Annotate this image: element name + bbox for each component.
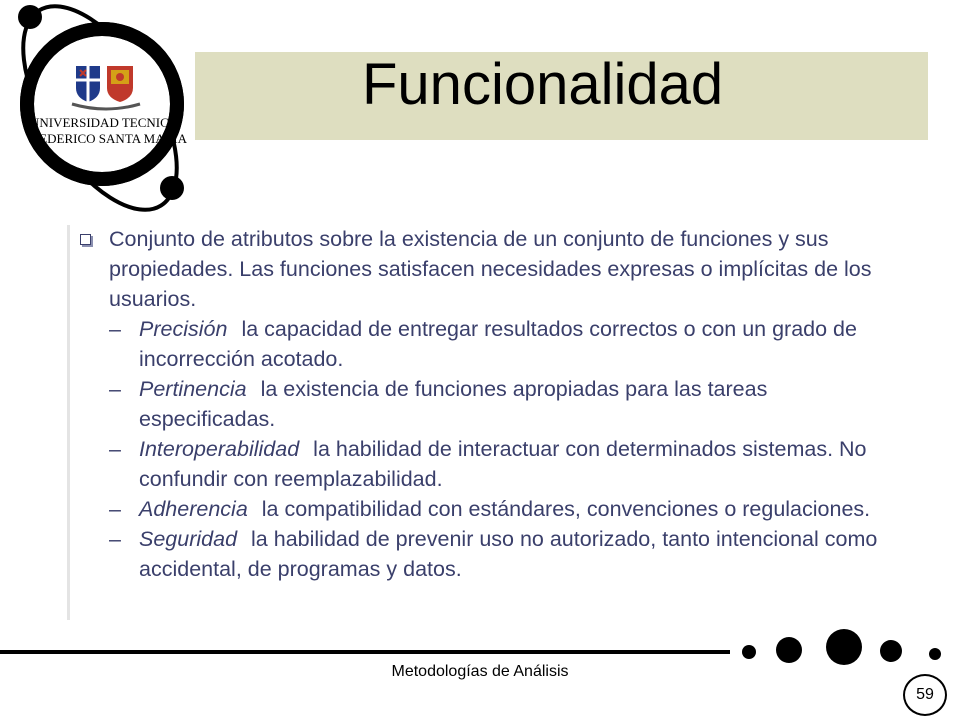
list-item [72, 434, 882, 494]
sub-item-text: la capacidad de entregar resultados correctos o con un grado de incorrección acotado. [139, 317, 857, 371]
main-bullet [72, 224, 882, 314]
dash-bullet-icon: – [109, 437, 121, 461]
sub-item-text: la existencia de funciones apropiadas para las tareas especificadas. [139, 377, 768, 431]
dash-bullet-icon: – [109, 527, 121, 551]
slide-content [72, 224, 882, 584]
logo-text-line2: FEDERICO SANTA MARIA [32, 131, 187, 146]
list-item [72, 374, 882, 434]
logo-text-line1: UNIVERSIDAD TECNICA [30, 115, 179, 130]
sub-item-text: la habilidad de interactuar con determinados sistemas. No confundir con reemplazabilidad. [139, 437, 867, 491]
sub-item-text: la compatibilidad con estándares, convenciones o regulaciones. [261, 497, 871, 521]
content-rule [67, 225, 70, 620]
list-item [72, 314, 882, 374]
shield-icon [76, 66, 100, 102]
footer-text: Metodologías de Análisis [391, 663, 569, 680]
decorative-dot [880, 640, 902, 662]
dash-bullet-icon: – [109, 317, 121, 341]
page-number: 59 [903, 674, 947, 716]
list-item [72, 494, 882, 524]
sub-item-term: Pertinencia [139, 377, 247, 401]
decorative-dot [929, 648, 941, 660]
dash-bullet-icon: – [109, 377, 121, 401]
decorative-dot [776, 637, 802, 663]
dash-bullet-icon: – [109, 497, 121, 521]
main-bullet-text: Conjunto de atributos sobre la existencia de un conjunto de funciones y sus propiedades. Las funciones satisfacen necesidades expresas o implícitas de los usuarios. [109, 227, 872, 311]
decorative-dot [742, 645, 756, 659]
square-bullet-icon [80, 234, 91, 245]
sub-item-term: Precisión [139, 317, 228, 341]
sub-item-term: Adherencia [139, 497, 248, 521]
list-item [72, 524, 882, 584]
shield-icon [107, 66, 133, 102]
sub-item-term: Seguridad [139, 527, 238, 551]
sub-item-term: Interoperabilidad [139, 437, 300, 461]
university-logo [0, 0, 210, 215]
footer-rule [0, 650, 730, 654]
slide-title: Funcionalidad [362, 52, 724, 117]
decorative-dot [826, 629, 862, 665]
sub-item-text: la habilidad de prevenir uso no autorizado, tanto intencional como accidental, de programas y datos. [139, 527, 878, 581]
